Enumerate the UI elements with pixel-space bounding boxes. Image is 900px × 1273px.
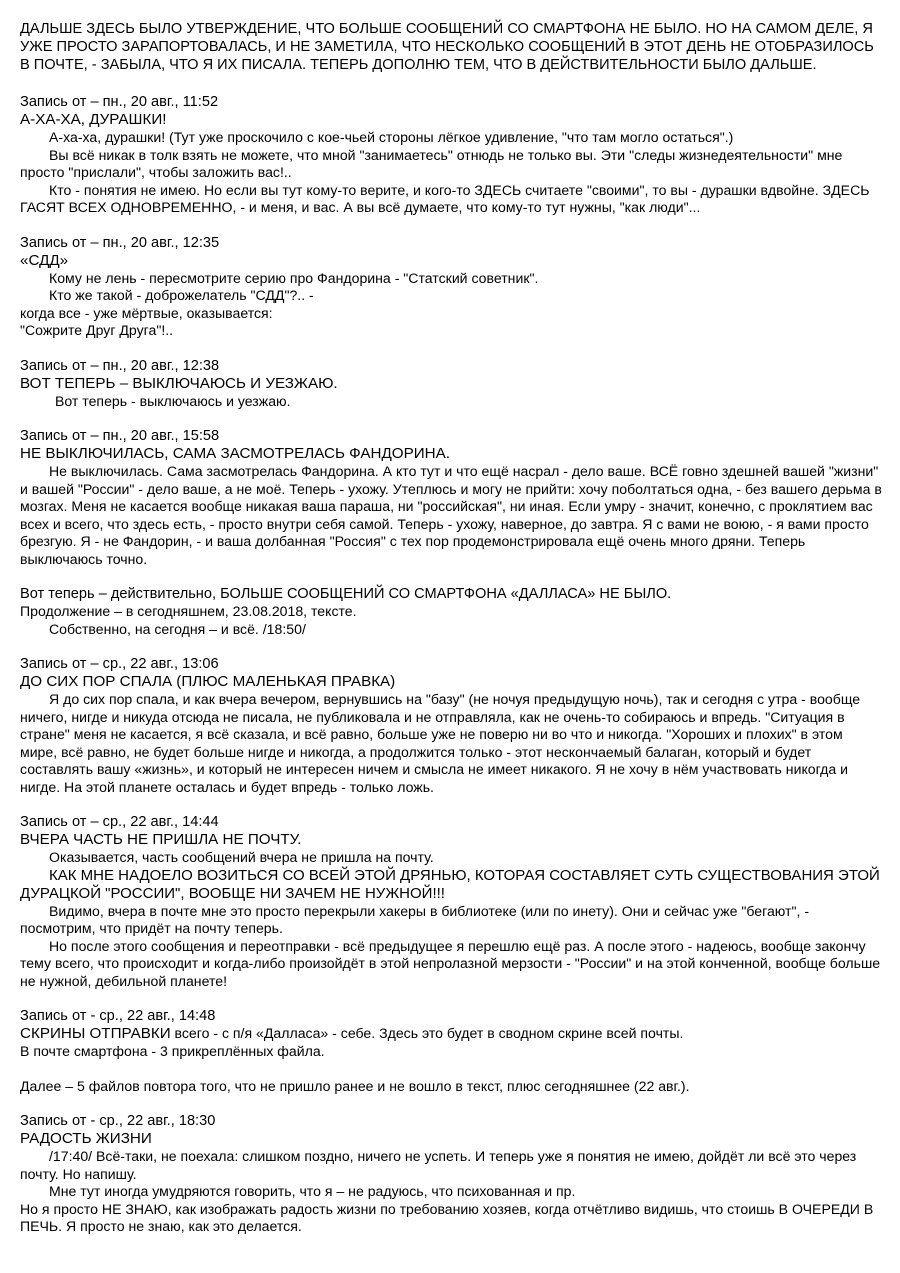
entry-paragraph: Мне тут иногда умудряются говорить, что я – не радуюсь, что психованная и пр. — [49, 1183, 576, 1199]
entry-title: ВЧЕРА ЧАСТЬ НЕ ПРИШЛА НЕ ПОЧТУ. — [20, 831, 302, 848]
entry-paragraph: Кто же такой - доброжелатель "СДД"?.. - — [49, 287, 314, 303]
entry-1558 — [20, 428, 882, 568]
document-page — [20, 20, 882, 1254]
spacer — [20, 1061, 882, 1078]
entry-title: СКРИНЫ ОТПРАВКИ — [20, 1025, 171, 1042]
entry-paragraph: Кому не лень - пересмотрите серию про Фандорина - "Статский советник". — [49, 269, 539, 286]
entry-paragraph: Видимо, вчера в почте мне это просто перекрыли хакеры в библиотеке (или по инету). Они и сейчас уже "бегают", - посмотрим, что придёт на почту теперь. — [20, 902, 810, 936]
entry-header: Запись от – пн., 20 авг., 12:38 — [20, 357, 220, 374]
closing-note — [20, 586, 882, 638]
entry-paragraph: когда все - уже мёртвые, оказывается: — [20, 304, 273, 321]
entry-paragraph: В почте смартфона - 3 прикреплённых файла. — [20, 1043, 325, 1059]
entry-title-rest: всего - с п/я «Далласа» - себе. Здесь это будет в сводном скрине всей почты. — [170, 1025, 684, 1041]
entry-header: Запись от – пн., 20 авг., 15:58 — [20, 428, 220, 444]
entry-1306 — [20, 656, 882, 796]
note-line: Вот теперь – действительно, БОЛЬШЕ СООБЩЕНИЙ СО СМАРТФОНА «ДАЛЛАСА» НЕ БЫЛО. — [20, 586, 672, 602]
note-line: Собственно, на сегодня – и всё. /18:50/ — [49, 620, 306, 637]
entry-title: ДО СИХ ПОР СПАЛА (ПЛЮС МАЛЕНЬКАЯ ПРАВКА) — [20, 673, 396, 690]
entry-title: НЕ ВЫКЛЮЧИЛАСЬ, САМА ЗАСМОТРЕЛАСЬ ФАНДОРИНА. — [20, 445, 450, 462]
entry-paragraph: А-ха-ха, дурашки! (Тут уже проскочило с кое-чьей стороны лёгкое удивление, "что там могло остаться".) — [49, 129, 734, 145]
entry-title: РАДОСТЬ ЖИЗНИ — [20, 1130, 152, 1147]
entry-title: А-ХА-ХА, ДУРАШКИ! — [20, 111, 167, 128]
entry-paragraph: Но я просто НЕ ЗНАЮ, как изображать радость жизни по требованию хозяев, когда отчётливо видишь, что стоишь В ОЧЕРЕДИ В ПЕЧЬ. Я просто не знаю, как это делается. — [20, 1200, 874, 1234]
entry-header: Запись от - ср., 22 авг., 14:48 — [20, 1008, 216, 1024]
entry-paragraph: Далее – 5 файлов повтора того, что не пришло ранее и не вошло в текст, плюс сегодняшнее (22 авг.). — [20, 1077, 690, 1094]
entry-1830 — [20, 1113, 882, 1236]
entry-header: Запись от – ср., 22 авг., 13:06 — [20, 656, 219, 672]
entry-paragraph: Но после этого сообщения и переотправки - всё предыдущее я перешлю ещё раз. А после этого - надеюсь, вообще закончу тему всего, что происходит и когда-либо произойдёт в этой непролазной мерзости - "России" и на этой конченной, вообще больше не нужной, дебильной планете! — [20, 937, 881, 989]
note-line: Продолжение – в сегодняшнем, 23.08.2018, тексте. — [20, 603, 357, 619]
entry-paragraph: Я до сих пор спала, и как вчера вечером, вернувшись на "базу" (не ночуя предыдущую ночь), так и сегодня с утра - вообще ничего, нигде и никуда отсюда не писала, не публиковала и не отправляла, как не очень-то собираюсь и впредь. "Ситуация в стране" меня не касается, я всё сказала, и всё равно, больше уже не поверю ни во что и никогда. "Хороших и плохих" в этом мире, всё равно, не будет больше нигде и никогда, а продолжится только - этот нескончаемый балаган, который и будет составлять вашу «жизнь», и который не интересен ничем и смысла не имеет никакого. Я не хочу в нём участвовать никогда и нигде. На этой планете осталась и будет впредь - только ложь. — [20, 691, 861, 795]
entry-paragraph: Кто - понятия не имею. Но если вы тут кому-то верите, и кого-то ЗДЕСЬ считаете "своими", то вы - дурашки вдвойне. ЗДЕСЬ ГАСЯТ ВСЕХ ОДНОВРЕМЕННО, - и меня, и вас. А вы всё думаете, что кому-то тут нужны, "как люди"... — [20, 181, 870, 215]
entry-paragraph: /17:40/ Всё-таки, не поехала: слишком поздно, ничего не успеть. И теперь уже я понятия не имею, дойдёт ли всё это через почту. Но напишу. — [20, 1148, 857, 1182]
entry-paragraph: Вы всё никак в толк взять не можете, что мной "занимаетесь" отнюдь не только вы. Эти "следы жизнедеятельности" мне просто "прислали", чтобы заложить вас!.. — [20, 146, 843, 180]
entry-header: Запись от – ср., 22 авг., 14:44 — [20, 814, 219, 830]
entry-paragraph: "Сожрите Друг Друга"!.. — [20, 322, 174, 338]
entry-paragraph: Вот теперь - выключаюсь и уезжаю. — [55, 392, 291, 409]
entry-paragraph: Оказывается, часть сообщений вчера не пришла на почту. — [49, 849, 434, 865]
entry-1152 — [20, 94, 882, 217]
entry-title: «СДД» — [20, 251, 69, 269]
entry-paragraph: Не выключилась. Сама засмотрелась Фандорина. А кто тут и что ещё насрал - дело ваше. ВСЁ говно здешней вашей "жизни" и вашей "России" - дело ваше, а не моё. Теперь - ухожу. Утеплюсь и могу не прийти: хочу поболтаться одна, - без вашего дерьма в мозгах. Меня не касается вообще никакая ваша параша, ни "российская", ни иная. Если умру - значит, конечно, с проклятием вас всех и всего, что здесь есть, - просто внутри себя самой. Теперь - ухожу, наверное, до завтра. Я с вами не воюю, - я вами просто брезгую. Я - не Фандорин, - и ваша долбанная "Россия" с тех пор продемонстрировала ещё очень много дряни. Теперь выключаюсь точно. — [20, 463, 882, 567]
entry-title-line — [20, 1025, 882, 1043]
entry-header: Запись от - ср., 22 авг., 18:30 — [20, 1113, 216, 1129]
entry-1448 — [20, 1008, 882, 1095]
entry-1238 — [20, 358, 882, 411]
entry-title: ВОТ ТЕПЕРЬ – ВЫКЛЮЧАЮСЬ И УЕЗЖАЮ. — [20, 374, 338, 392]
entry-paragraph: КАК МНЕ НАДОЕЛО ВОЗИТЬСЯ СО ВСЕЙ ЭТОЙ ДРЯНЬЮ, КОТОРАЯ СОСТАВЛЯЕТ СУТЬ СУЩЕСТВОВАНИЯ ЭТОЙ ДУРАЦКОЙ "РОССИИ", ВООБЩЕ НИ ЗАЧЕМ НЕ НУЖНОЙ!!! — [20, 866, 880, 902]
intro-paragraph: ДАЛЬШЕ ЗДЕСЬ БЫЛО УТВЕРЖДЕНИЕ, ЧТО БОЛЬШЕ СООБЩЕНИЙ СО СМАРТФОНА НЕ БЫЛО. НО НА САМОМ ДЕЛЕ, Я УЖЕ ПРОСТО ЗАРАПОРТОВАЛАСЬ, И НЕ ЗАМЕТИЛА, ЧТО НЕСКОЛЬКО СООБЩЕНИЙ В ЭТОТ ДЕНЬ НЕ ОТОБРАЗИЛОСЬ В ПОЧТЕ, - ЗАБЫЛА, ЧТО Я ИХ ПИСАЛА. ТЕПЕРЬ ДОПОЛНЮ ТЕМ, ЧТО В ДЕЙСТВИТЕЛЬНОСТИ БЫЛО ДАЛЬШЕ. — [20, 21, 874, 73]
entry-1235 — [20, 235, 882, 340]
entry-1444 — [20, 814, 882, 990]
entry-header: Запись от – пн., 20 авг., 11:52 — [20, 94, 219, 110]
entry-header: Запись от – пн., 20 авг., 12:35 — [20, 234, 220, 251]
